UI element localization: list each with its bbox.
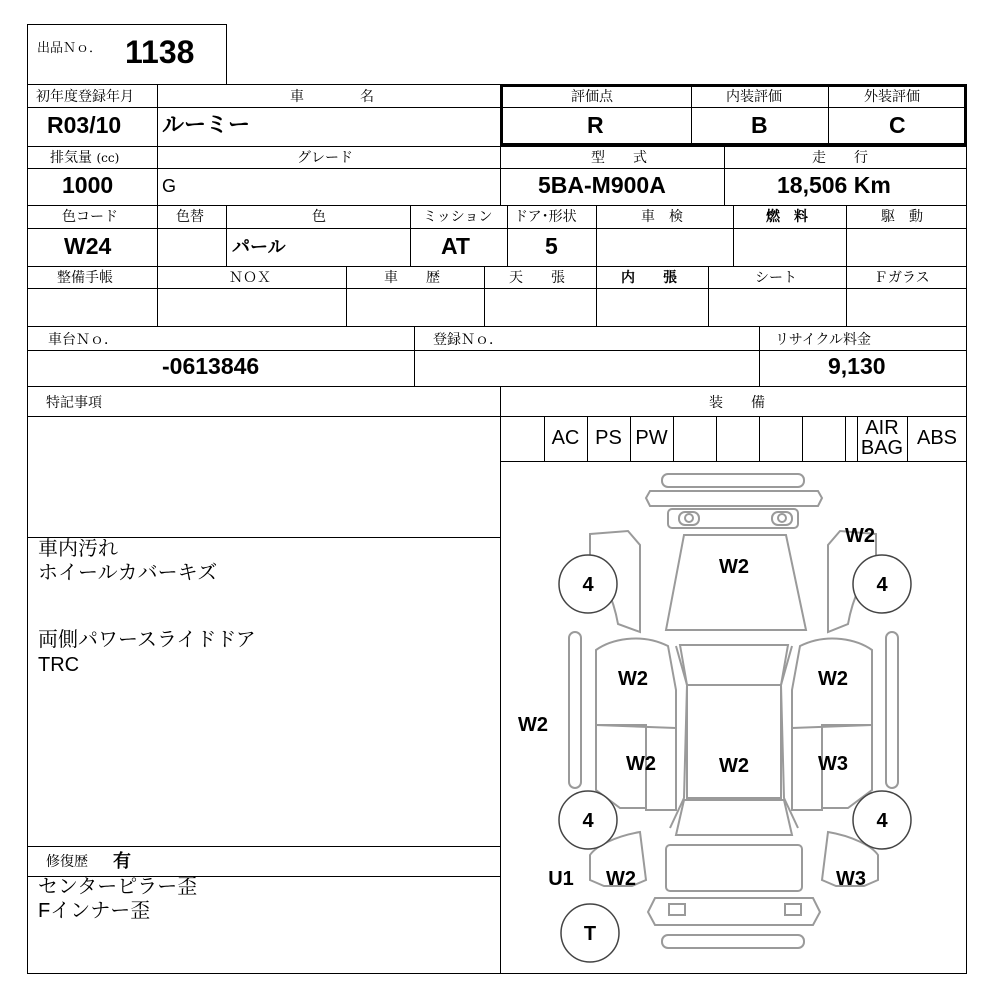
equipment-item-abs: ABS bbox=[916, 427, 958, 449]
mark-rear-left-quarter: W2 bbox=[606, 868, 636, 890]
mileage-label: 走 行 bbox=[812, 150, 868, 166]
score-divider-1 bbox=[691, 85, 692, 146]
tire-rear-right-value: 4 bbox=[876, 810, 888, 832]
row3-bottom-line bbox=[27, 266, 967, 267]
equipment-item-ps: PS bbox=[595, 427, 622, 449]
transmission-label: ミッション bbox=[423, 209, 493, 225]
mark-roof: W2 bbox=[719, 755, 749, 777]
displacement-label: 排気量 (cc) bbox=[50, 150, 120, 166]
front-bumper bbox=[646, 491, 822, 506]
remarks-line-4: 両側パワースライドドア bbox=[38, 629, 256, 651]
mark-rear-right-quarter: W3 bbox=[836, 868, 866, 890]
vehicle-history-label: 車 歴 bbox=[384, 270, 440, 286]
left-step bbox=[569, 632, 581, 788]
exterior-grade-value: C bbox=[889, 112, 906, 138]
remarks-line-2: ホイールカバーキズ bbox=[38, 562, 218, 584]
nox-label: ＮＯＸ bbox=[229, 270, 271, 286]
row1-label-line bbox=[27, 107, 502, 108]
displacement-value: 1000 bbox=[62, 172, 114, 198]
row2-bottom-line bbox=[27, 205, 967, 206]
seat-label: シート bbox=[755, 270, 797, 286]
registration-label: 登録Ｎｏ． bbox=[433, 332, 503, 348]
car-damage-diagram bbox=[501, 462, 967, 973]
model-type-value: 5BA-M900A bbox=[538, 172, 666, 198]
interior-grade-value: B bbox=[751, 112, 768, 138]
score-label: 評価点 bbox=[571, 89, 613, 105]
repair-line-2: Fインナー歪 bbox=[38, 900, 151, 922]
right-headlight-lens bbox=[778, 514, 786, 522]
front-glass-label: Ｆガラス bbox=[874, 270, 930, 286]
row5-label-line bbox=[27, 350, 967, 351]
equipment-item-pw: PW bbox=[635, 427, 668, 449]
row4-divider-2 bbox=[346, 266, 347, 326]
drive-label: 駆 動 bbox=[881, 209, 923, 225]
chassis-label: 車台Ｎｏ． bbox=[48, 332, 118, 348]
row2-divider-1 bbox=[157, 146, 158, 205]
row3-divider-1 bbox=[157, 205, 158, 266]
equipment-cell-5 bbox=[673, 416, 717, 462]
transmission-value: AT bbox=[441, 233, 470, 259]
row4-label-line bbox=[27, 288, 967, 289]
exterior-grade-label: 外装評価 bbox=[864, 89, 920, 105]
rear-bumper-lower bbox=[662, 935, 804, 948]
rear-hatch bbox=[666, 845, 802, 891]
row4-divider-1 bbox=[157, 266, 158, 326]
rear-bumper bbox=[648, 898, 820, 925]
mark-front-right-fender: W2 bbox=[845, 525, 875, 547]
equipment-cell-1 bbox=[500, 416, 545, 462]
right-side-doors bbox=[792, 638, 872, 810]
inspection-label: 車 検 bbox=[641, 209, 683, 225]
maintenance-record-label: 整備手帳 bbox=[57, 270, 113, 286]
row5-bottom-line bbox=[27, 386, 967, 387]
equipment-item-ac: AC bbox=[551, 427, 580, 449]
row2-divider-3 bbox=[724, 146, 725, 205]
equipment-cell-8 bbox=[802, 416, 846, 462]
grade-value: G bbox=[162, 176, 177, 196]
row5-divider-2 bbox=[759, 326, 760, 386]
first-registration-value: R03/10 bbox=[47, 112, 122, 138]
listing-number-label: 出品Ｎｏ． bbox=[37, 41, 103, 56]
windshield bbox=[680, 645, 788, 685]
right-taillight bbox=[785, 904, 801, 915]
recycle-value: 9,130 bbox=[828, 353, 886, 379]
score-value: R bbox=[587, 112, 604, 138]
row3-divider-6 bbox=[733, 205, 734, 266]
listing-number-value: 1138 bbox=[125, 34, 195, 70]
repair-value: 有 bbox=[113, 851, 131, 871]
interior-trim-label: 内 張 bbox=[621, 270, 677, 286]
row1-bottom-line bbox=[27, 146, 967, 147]
mark-left-rear: U1 bbox=[548, 868, 574, 890]
headliner-label: 天 張 bbox=[509, 270, 565, 286]
remarks-line-5: TRC bbox=[38, 654, 80, 676]
right-step bbox=[886, 632, 898, 788]
row4-divider-3 bbox=[484, 266, 485, 326]
recycle-label: リサイクル料金 bbox=[775, 332, 872, 348]
color-value: パール bbox=[232, 237, 286, 257]
equipment-cell-7 bbox=[759, 416, 803, 462]
tire-spare-value: T bbox=[583, 923, 597, 945]
mark-left-side: W2 bbox=[518, 714, 548, 736]
left-headlight-lens bbox=[685, 514, 693, 522]
roof-panel bbox=[687, 685, 781, 798]
mileage-value: 18,506 Km bbox=[777, 172, 891, 198]
equipment-cell-6 bbox=[716, 416, 760, 462]
doors-label: ドア･形状 bbox=[514, 209, 577, 225]
tire-front-right-value: 4 bbox=[876, 574, 888, 596]
row3-divider-5 bbox=[596, 205, 597, 266]
chassis-value: -0613846 bbox=[162, 353, 260, 379]
row4-divider-4 bbox=[596, 266, 597, 326]
equipment-label: 装 備 bbox=[709, 395, 765, 411]
score-label-line bbox=[500, 107, 967, 108]
repair-label: 修復歴 bbox=[46, 854, 88, 870]
row3-divider-2 bbox=[226, 205, 227, 266]
row3-divider-4 bbox=[507, 205, 508, 266]
mark-front-left-door: W2 bbox=[618, 668, 648, 690]
row2-divider-2 bbox=[500, 146, 501, 205]
remarks-line-1: 車内汚れ bbox=[38, 538, 118, 560]
tire-rear-left-value: 4 bbox=[582, 810, 594, 832]
row4-divider-5 bbox=[708, 266, 709, 326]
interior-grade-label: 内装評価 bbox=[726, 89, 782, 105]
row3-divider-7 bbox=[846, 205, 847, 266]
left-side-doors bbox=[596, 638, 676, 810]
repair-line-1: センターピラー歪 bbox=[38, 876, 198, 898]
remarks-label: 特記事項 bbox=[46, 395, 102, 411]
hood-panel bbox=[666, 535, 806, 630]
row3-label-line bbox=[27, 228, 967, 229]
score-divider-2 bbox=[828, 85, 829, 146]
row4-divider-6 bbox=[846, 266, 847, 326]
row3-divider-3 bbox=[410, 205, 411, 266]
row2-label-line bbox=[27, 168, 967, 169]
rear-window bbox=[676, 800, 792, 835]
mark-hood: W2 bbox=[719, 556, 749, 578]
car-name-value: ルーミー bbox=[162, 112, 251, 137]
doors-value: 5 bbox=[545, 233, 558, 259]
mark-front-right-door: W2 bbox=[818, 668, 848, 690]
car-name-label: 車 名 bbox=[290, 89, 374, 105]
color-code-label: 色コード bbox=[62, 209, 118, 225]
row5-divider-1 bbox=[414, 326, 415, 386]
equipment-item-air-bag: AIR BAG bbox=[860, 417, 904, 459]
row4-bottom-line bbox=[27, 326, 967, 327]
repair-top-line bbox=[27, 846, 501, 847]
front-bumper-outer bbox=[662, 474, 804, 487]
row1-divider-1 bbox=[157, 85, 158, 146]
left-taillight bbox=[669, 904, 685, 915]
mark-rear-left-door: W2 bbox=[626, 753, 656, 775]
grade-label: グレード bbox=[297, 150, 353, 166]
tire-front-left-value: 4 bbox=[582, 574, 594, 596]
color-label: 色 bbox=[312, 209, 326, 225]
model-type-label: 型 式 bbox=[591, 150, 647, 166]
color-code-value: W24 bbox=[64, 233, 112, 259]
fuel-label: 燃 料 bbox=[766, 209, 808, 225]
mark-rear-right-door: W3 bbox=[818, 753, 848, 775]
first-registration-label: 初年度登録年月 bbox=[36, 89, 134, 105]
repaint-label: 色替 bbox=[176, 209, 204, 225]
